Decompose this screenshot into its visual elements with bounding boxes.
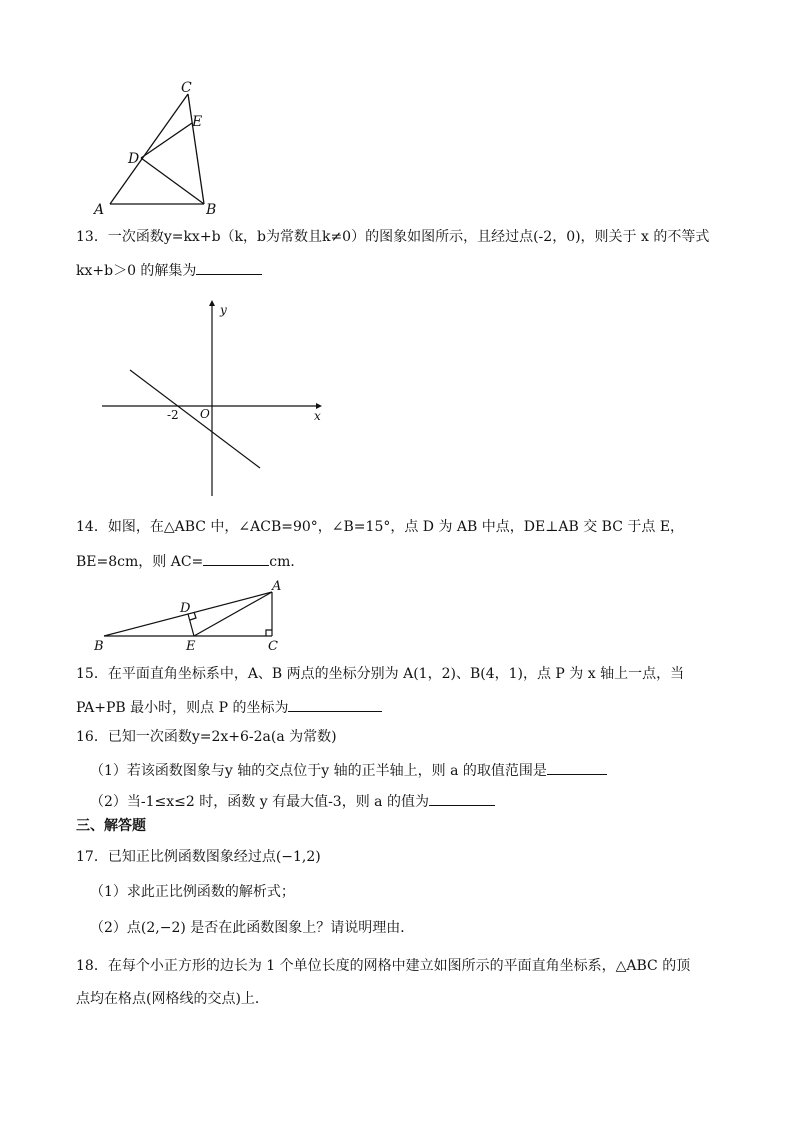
- q15-answer-blank[interactable]: [288, 696, 382, 712]
- q17-part1: （1）求此正比例函数的解析式；: [90, 884, 295, 900]
- tick-label-neg2: -2: [167, 408, 179, 422]
- label-e: E: [186, 639, 196, 654]
- label-d: D: [180, 601, 191, 616]
- label-c: C: [181, 80, 192, 96]
- label-c: C: [268, 639, 278, 654]
- label-b: B: [94, 639, 104, 654]
- label-a: A: [272, 579, 282, 594]
- q16-part2: [90, 790, 495, 812]
- q16-part1-answer-blank[interactable]: [547, 759, 607, 775]
- segment-de: [141, 123, 192, 158]
- label-d: D: [128, 151, 140, 167]
- q15-line2: [76, 696, 382, 718]
- q16-stem: 16．已知一次函数y=2x+6-2a(a 为常数): [76, 729, 337, 745]
- segment-db: [141, 158, 204, 204]
- q16-part1-text: （1）若该函数图象与y 轴的交点位于y 轴的正半轴上，则 a 的取值范围是: [90, 763, 547, 779]
- q14-line2: [76, 550, 304, 572]
- q13-answer-blank[interactable]: [196, 259, 262, 275]
- section-3-heading: 三、解答题: [76, 818, 146, 834]
- q16-part2-answer-blank[interactable]: [429, 790, 495, 806]
- right-angle-mark-c: [266, 630, 272, 636]
- q13-line1: 13．一次函数y=kx+b（k，b为常数且k≠0）的图象如图所示，且经过点(-2，0)，则关于 x 的不等式: [76, 229, 710, 245]
- coordinate-graph: [96, 298, 336, 504]
- q14-line2-pre: BE=8cm，则 AC=: [76, 554, 204, 570]
- q18-line2: 点均在格点(网格线的交点)上．: [76, 991, 269, 1007]
- q16-part2-text: （2）当-1≤x≤2 时，函数 y 有最大值-3，则 a 的值为: [90, 794, 429, 810]
- q18-line1: 18．在每个小正方形的边长为 1 个单位长度的网格中建立如图所示的平面直角坐标系，△ABC 的顶: [76, 958, 691, 974]
- segment-de: [188, 614, 194, 636]
- right-triangle-figure: [90, 578, 290, 654]
- q16-part1: [90, 759, 607, 781]
- x-axis-label: x: [314, 409, 321, 423]
- q14-line1: 14．如图，在△ABC 中，∠ACB=90°，∠B=15°，点 D 为 AB 中点，DE⊥AB 交 BC 于点 E，: [76, 519, 685, 535]
- segment-ea: [194, 592, 272, 636]
- label-e: E: [192, 114, 203, 130]
- q17-stem: 17．已知正比例函数图象经过点(−1,2): [76, 849, 321, 865]
- side-ac: [110, 94, 188, 204]
- q14-answer-blank[interactable]: [203, 550, 269, 566]
- q14-line2-post: cm．: [269, 554, 305, 570]
- y-axis-label: y: [220, 303, 227, 317]
- label-b: B: [206, 202, 217, 218]
- triangle-figure: [90, 78, 230, 218]
- origin-label: O: [200, 407, 210, 421]
- q17-part2: （2）点(2,−2) 是否在此函数图象上？请说明理由．: [90, 920, 415, 936]
- y-axis-arrow-icon: [209, 300, 215, 306]
- q15-line1: 15．在平面直角坐标系中，A、B 两点的坐标分别为 A(1，2)、B(4，1)，点 P 为 x 轴上一点，当: [76, 666, 685, 682]
- q13-line2: [76, 259, 262, 281]
- side-cb: [188, 94, 204, 204]
- label-a: A: [94, 202, 105, 218]
- q13-line2-text: kx+b＞0 的解集为: [76, 263, 197, 279]
- function-line: [130, 370, 260, 468]
- q15-line2-text: PA+PB 最小时，则点 P 的坐标为: [76, 700, 289, 716]
